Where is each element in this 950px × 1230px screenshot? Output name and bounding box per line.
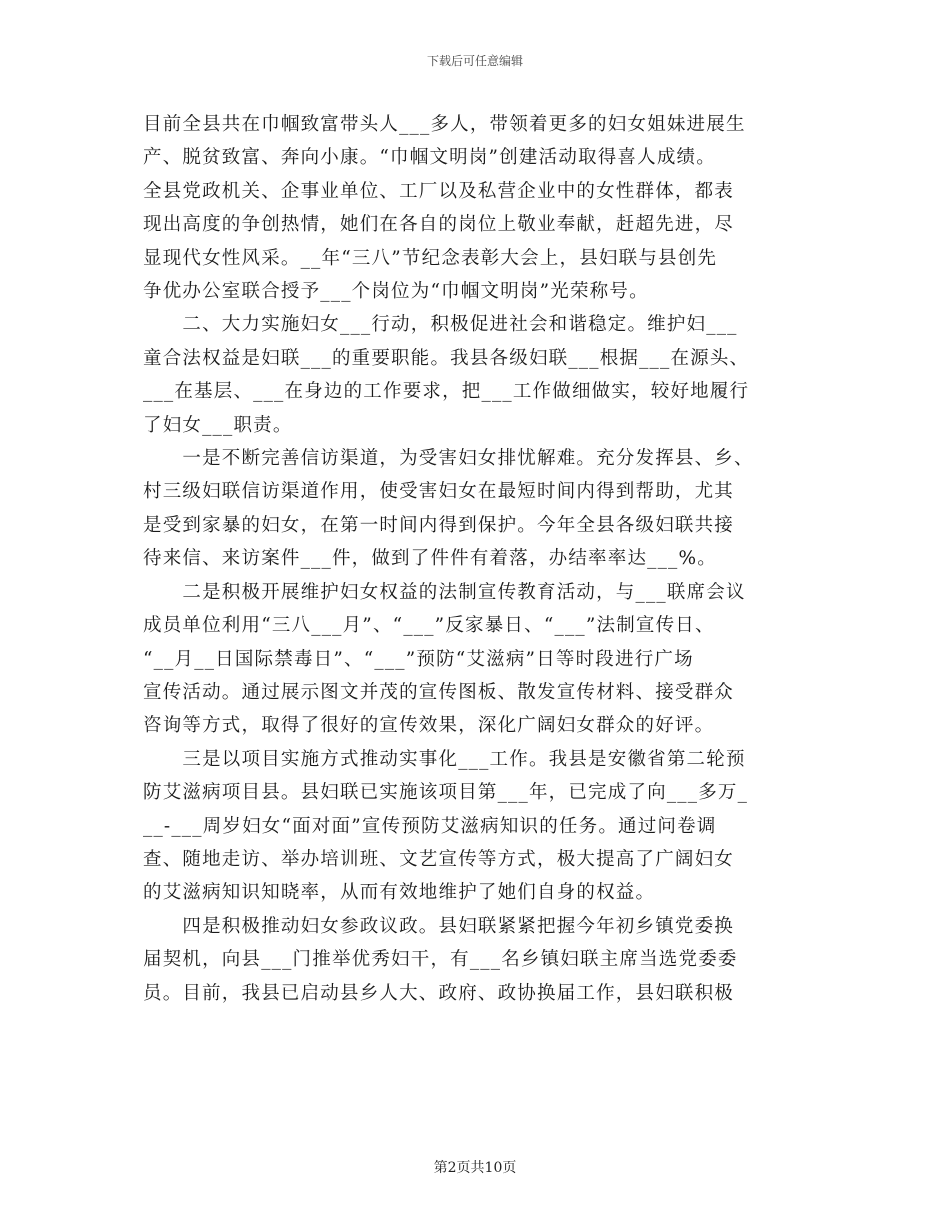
paragraph	[143, 108, 811, 308]
text-line: 的艾滋病知识知晓率，从而有效地维护了她们自身的权益。	[143, 882, 656, 904]
text-line: 防艾滋病项目县。县妇联已实施该项目第___年，已完成了向___多万_	[143, 782, 749, 804]
paragraph	[143, 910, 811, 1010]
text-line: 届契机，向县___门推举优秀妇干，有___名乡镇妇联主席当选党委委	[143, 949, 738, 971]
page-header: 下载后可任意编辑	[426, 54, 523, 68]
text-line: 咨询等方式，取得了很好的宣传效果，深化广阔妇女群众的好评。	[143, 715, 715, 737]
text-line: “__月__日国际禁毒日”、“___”预防“艾滋病”日等时段进行广场	[143, 648, 694, 670]
text-line: 全县党政机关、企事业单位、工厂以及私营企业中的女性群体，都表	[143, 180, 735, 202]
text-line: 三是以项目实施方式推动实事化___工作。我县是安徽省第二轮预	[143, 748, 746, 770]
text-line: 产、脱贫致富、奔向小康。“巾帼文明岗”创建活动取得喜人成绩。	[143, 147, 716, 169]
text-line: 二是积极开展维护妇女权益的法制宣传教育活动，与___联席会议	[143, 581, 746, 603]
text-line: __-___周岁妇女“面对面”宣传预防艾滋病知识的任务。通过问卷调	[143, 815, 717, 837]
paragraph	[143, 743, 811, 910]
document-body	[143, 108, 811, 1010]
text-line: 目前全县共在巾帼致富带头人___多人，带领着更多的妇女姐妹进展生	[143, 114, 746, 135]
text-line: ___在基层、___在身边的工作要求，把___工作做细做实，较好地履行	[143, 381, 750, 403]
text-line: 四是积极推动妇女参政议政。县妇联紧紧把握今年初乡镇党委换	[143, 915, 735, 937]
text-line: 了妇女___职责。	[143, 414, 293, 436]
text-line: 成员单位利用“三八___月”、“___”反家暴日、“___”法制宣传日、	[143, 615, 715, 637]
text-line: 员。目前，我县已启动县乡人大、政府、政协换届工作，县妇联积极	[143, 982, 735, 1004]
text-line: 村三级妇联信访渠道作用，使受害妇女在最短时间内得到帮助，尤其	[143, 481, 735, 503]
text-line: 查、随地走访、举办培训班、文艺宣传等方式，极大提高了广阔妇女	[143, 848, 735, 870]
text-line: 现出高度的争创热情，她们在各自的岗位上敬业奉献，赶超先进，尽	[143, 214, 735, 236]
paragraph	[143, 308, 811, 442]
text-line: 待来信、来访案件___件，做到了件件有着落，办结率率达___%。	[143, 548, 717, 570]
paragraph	[143, 442, 811, 576]
page-footer: 第2页共10页	[433, 1160, 517, 1176]
text-line: 显现代女性风采。__年“三八”节纪念表彰大会上，县妇联与县创先	[143, 247, 718, 269]
paragraph	[143, 576, 811, 743]
text-line: 是受到家暴的妇女，在第一时间内得到保护。今年全县各级妇联共接	[143, 514, 735, 536]
text-line: 宣传活动。通过展示图文并茂的宣传图板、散发宣传材料、接受群众	[143, 681, 735, 703]
text-line: 一是不断完善信访渠道，为受害妇女排忧解难。充分发挥县、乡、	[143, 448, 754, 470]
text-line: 争优办公室联合授予___个岗位为“巾帼文明岗”光荣称号。	[143, 281, 649, 303]
text-line: 童合法权益是妇联___的重要职能。我县各级妇联___根据___在源头、	[143, 347, 750, 369]
text-line: 二、大力实施妇女___行动，积极促进社会和谐稳定。维护妇___	[143, 314, 738, 336]
